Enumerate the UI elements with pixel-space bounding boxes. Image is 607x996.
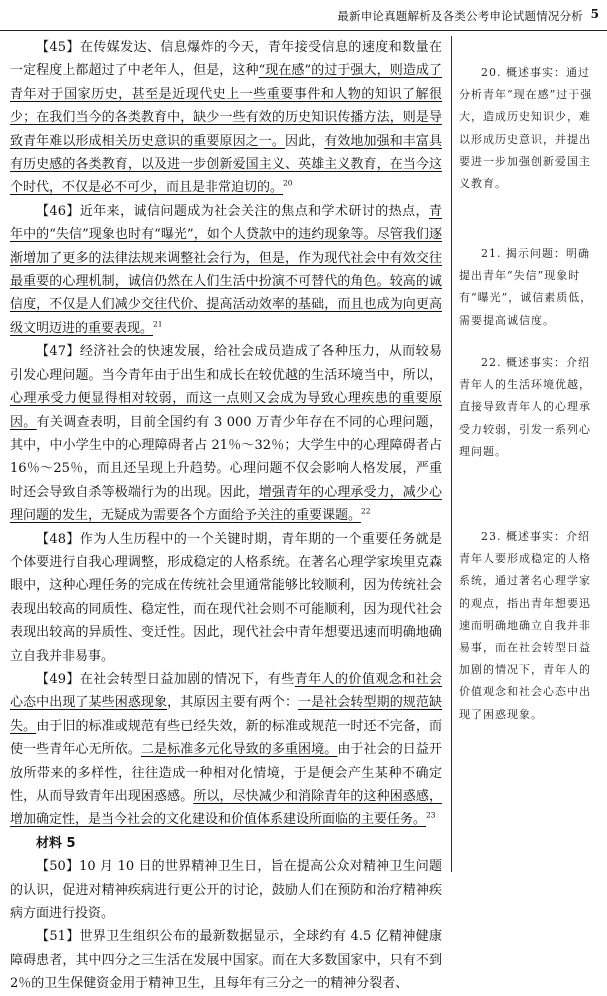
text-segment: 由于旧的标准或规范有些已经失效，新的标准或规范一时还不完备，而使一些青年心无所依。: [10, 718, 442, 758]
underlined-segment: 心理承受力便显得相对较弱，而这一点则又会成为导致心理疾患的重要原因。: [10, 391, 442, 430]
running-title: 最新申论真题解析及各类公考申论试题情况分析: [337, 9, 583, 23]
main-column: [10, 36, 442, 996]
side-note-text: 23. 概述事实：介绍青年人要形成稳定的人格系统，通过著名心理学家的观点，指出青年想要迅速而明确地确立自我并非易事，而在社会转型日益加剧的情况下，青年人的价值观念和社会心态中出现了困惑现象。: [459, 530, 591, 721]
text-segment: 【49】在社会转型日益加剧的情况下，有些: [36, 671, 295, 687]
column-divider: [451, 36, 452, 872]
text-segment: 有关调查表明，目前全国约有 3 000 万青少年存在不同的心理问题，其中，中小学生中的心理障碍者占 21％～32％；大学生中的心理障碍者占 16％～25％，而且还呈现上升趋势。心理问题不仅会影响人格发展，严重时还会导致自杀等极端行为的出现。因此，: [10, 414, 442, 500]
paragraph-47: [10, 340, 442, 527]
footnote-marker: 20: [283, 179, 293, 189]
underlined-segment: 青年中的“失信”现象也时有“曝光”，如个人贷款中的违约现象等。: [10, 203, 442, 243]
page-header: [0, 0, 607, 31]
paragraph-51: 【51】世界卫生组织公布的最新数据显示，全球约有 4.5 亿精神健康障碍患者，其中四分之三生活在发展中国家。而在大多数国家中，只有不到 2％的卫生保健资金用于精神卫生，且每年有三分之一的精神分裂者、: [10, 929, 442, 992]
paragraph-46: [10, 200, 442, 340]
underlined-segment: 所以，尽快减少和消除青年的这种困惑感，增加确定性，是当今社会的文化建设和价值体系建设所面临的主要任务。: [10, 789, 442, 828]
page-number: 5: [590, 7, 599, 21]
text-segment: 【46】近年来，诚信问题成为社会关注的焦点和学术研讨的热点，: [36, 203, 429, 219]
underlined-segment: “现在感”的过于强大，则造成了青年对于国家历史，甚至是近现代史上一些重要事件和人物的知识了解很少；在我们当今的各类教育中，缺少一些有效的历史知识传播方法，则是导致青年难以形成相关历史意识的重要原因之一。: [10, 63, 442, 149]
side-note-21: [459, 243, 599, 332]
side-note-text: 22. 概述事实：介绍青年人的生活环境优越，直接导致青年人的心理承受力较弱，引发一系列心理问题。: [459, 356, 591, 458]
paragraph-48: [10, 528, 442, 668]
text-segment: 由于社会的日益开放所带来的多样性，往往造成一种相对化情境，于是便会产生某种不确定性，从而导致青年出现困惑感。: [10, 742, 442, 804]
side-note-22: [459, 352, 599, 463]
footnote-marker: 21: [153, 319, 163, 329]
underlined-segment: 二是标准多元化导致的多重困境。: [140, 742, 338, 758]
side-note-text: 20. 概述事实：通过分析青年“现在感”过于强大，造成历史知识少，难以形成历史意识，并提出要进一步加强创新爱国主义教育。: [459, 66, 593, 191]
footnote-marker: 22: [361, 506, 371, 516]
text-segment: 因此，: [284, 133, 325, 149]
footnote-marker: 23: [426, 811, 436, 821]
side-note-23: [459, 526, 599, 726]
side-note-text: 21. 揭示问题：明确提出青年“失信”现象时有“曝光”，诚信素质低，需要提高诚信度。: [459, 247, 593, 327]
underlined-segment: 有效地加强和丰富具有历史感的各类教育，以及进一步创新爱国主义、英雄主义教育，在当今这个时代，不仅是必不可少，而且是非常迫切的。: [10, 133, 442, 196]
underlined-segment: 增强青年的心理承受力，减少心理问题的发生，无疑成为需要各个方面给予关注的重要课题。: [10, 484, 442, 524]
text-segment: ，其原因主要有两个：: [167, 695, 299, 711]
text-segment: 【48】作为人生历程中的一个关键时期，青年期的一个重要任务就是个体要进行自我心理调整，形成稳定的人格系统。在著名心理学家埃里克森眼中，这种心理任务的完成在传统社会里通常能够比较顺利，因为传统社会表现出较高的同质性、稳定性，而在现代社会则不可能顺利，因为现代社会表现出较高的异质性、变迁性。因此，现代社会中青年想要迅速而明确地确立自我并非易事。: [10, 531, 442, 664]
underlined-segment: 一是社会转型期的规范缺失。: [10, 695, 442, 734]
text-segment: 【47】经济社会的快速发展，给社会成员造成了各种压力，从而较易引发心理问题。当今青年由于出生和成长在较优越的生活环境当中，所以，: [10, 344, 442, 383]
underlined-segment: 尽管我们逐渐增加了更多的法律法规来调整社会行为，但是，作为现代社会中有效交往最重要的心理机制，诚信仍然在人们生活中扮演不可替代的角色。较高的诚信度，不仅是人们减少交往代价、提高活动效率的基础，而且也成为向更高级文明迈进的重要表现。: [10, 227, 442, 336]
material-title: 材料 5: [36, 835, 76, 851]
side-note-20: [459, 62, 599, 195]
text-segment: 【45】在传媒发达、信息爆炸的今天，青年接受信息的速度和数量在一定程度上都超过了中老年人，但是，这种: [10, 40, 442, 79]
underlined-segment: 青年人的价值观念和社会心态中出现了某些困惑现象: [10, 671, 442, 711]
paragraph-50: 【50】10 月 10 日的世界精神卫生日，旨在提高公众对精神卫生问题的认识，促进对精神疾病进行更公开的讨论，鼓励人们在预防和治疗精神疾病方面进行投资。: [10, 859, 442, 922]
paragraph-49: [10, 668, 442, 832]
paragraph-45: [10, 36, 442, 200]
